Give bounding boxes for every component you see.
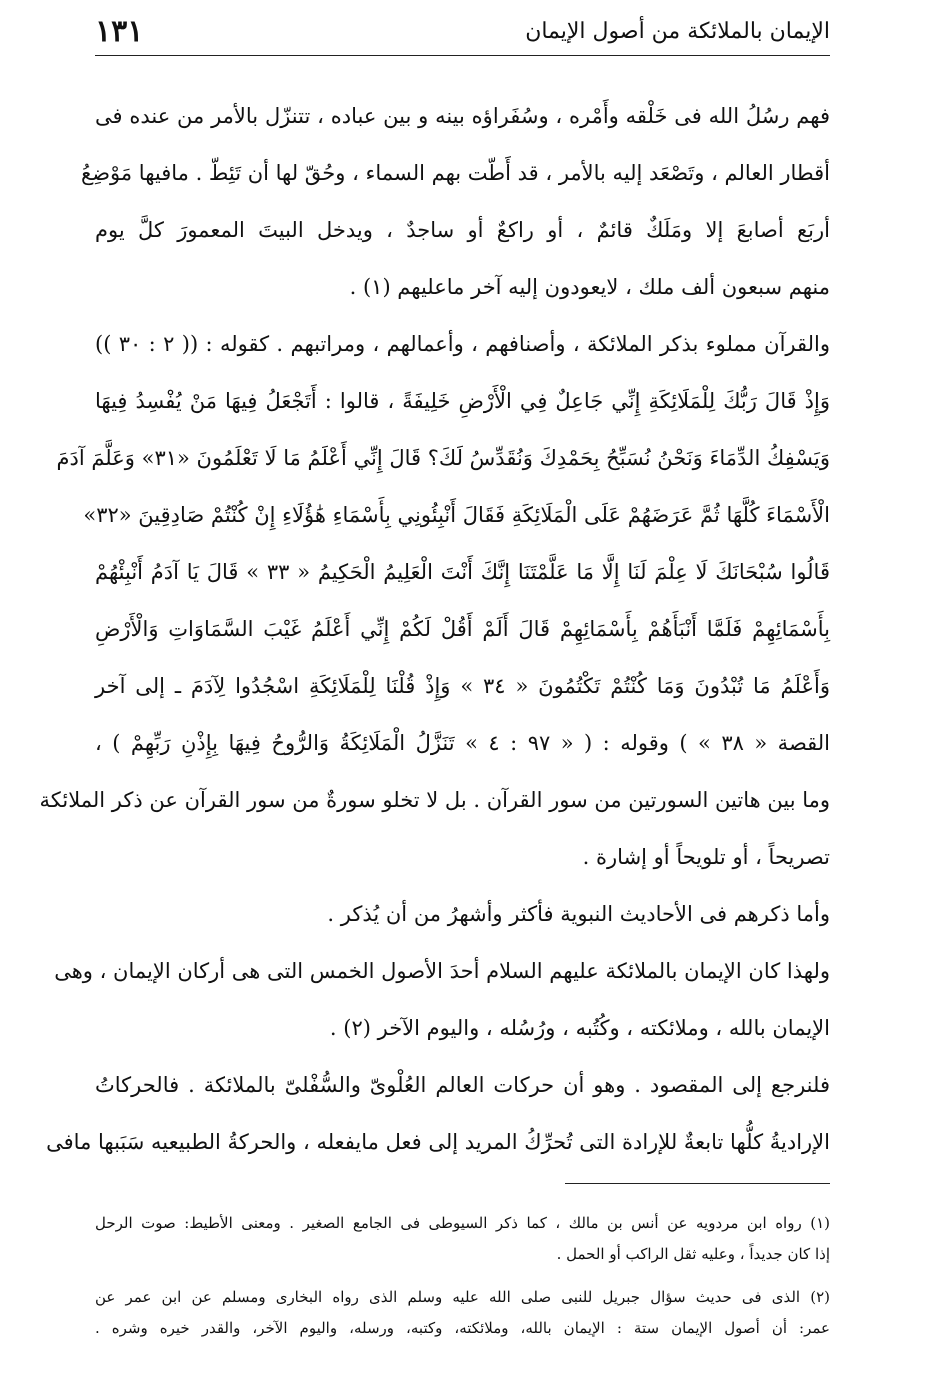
footnote-line: (١) رواه ابن مردويه عن أنس بن مالك ، كما ذكر السيوطى فى الجامع الصغير . ومعنى الأطيط: صوت الرحل bbox=[95, 1214, 830, 1232]
text-line: منهم سبعون ألف ملك ، لايعودون إليه آخر ماعليهم (١) . bbox=[349, 275, 830, 299]
text-line: القصة « ٣٨ » ) وقوله : ( « ٩٧ : ٤ » تَنَزَّلُ الْمَلَائِكَةُ وَالرُّوحُ فِيهَا بِإِذْنِ رَبِّهِمْ ) ، bbox=[95, 731, 831, 755]
text-line: فلنرجع إلى المقصود . وهو أن حركات العالم العُلْوىّ والسُّفْلىّ بالملائكة . فالحركاتُ bbox=[95, 1073, 830, 1097]
quran-line: وَإِذْ قَالَ رَبُّكَ لِلْمَلَائِكَةِ إِنِّي جَاعِلٌ فِي الْأَرْضِ خَلِيفَةً ، قالوا : أَتَجْعَلُ فِيهَا مَنْ يُفْسِدُ فِيهَا bbox=[95, 389, 830, 413]
footnote-rule bbox=[565, 1183, 830, 1184]
quran-line: الْأَسْمَاءَ كُلَّهَا ثُمَّ عَرَضَهُمْ عَلَى الْمَلَائِكَةِ فَقَالَ أَنْبِئُونِي بِأَسْمَاءِ هَٰؤُلَاءِ إِنْ كُنْتُمْ صَادِقِينَ «٣٢» bbox=[83, 503, 830, 527]
page-number: ١٣١ bbox=[95, 13, 144, 49]
body-text bbox=[39, 88, 831, 1171]
running-title: الإيمان بالملائكة من أصول الإيمان bbox=[525, 18, 830, 44]
quran-line: وَيَسْفِكُ الدِّمَاءَ وَنَحْنُ نُسَبِّحُ بِحَمْدِكَ وَنُقَدِّسُ لَكَ؟ قَالَ إِنِّي أَعْلَمُ مَا لَا تَعْلَمُونَ «٣١» وَعَلَّمَ آدَمَ bbox=[56, 446, 830, 470]
page-header bbox=[95, 14, 830, 48]
header-rule bbox=[95, 55, 830, 56]
footnotes bbox=[95, 1208, 830, 1344]
text-line: وأما ذكرهم فى الأحاديث النبوية فأكثر وأشهرُ من أن يُذكر . bbox=[327, 902, 830, 926]
text-line: الإيمان بالله ، وملائكته ، وكُتُبه ، ورُسُله ، واليوم الآخر (٢) . bbox=[329, 1016, 830, 1040]
footnote-line: عمر: أن أصول الإيمان ستة : الإيمان بالله، وملائكته، وكتبه، ورسله، واليوم الآخر، والقدر خيره وشره . bbox=[95, 1319, 830, 1337]
footnote-gap bbox=[95, 1270, 830, 1282]
quran-line: قَالُوا سُبْحَانَكَ لَا عِلْمَ لَنَا إِلَّا مَا عَلَّمْتَنَا إِنَّكَ أَنْتَ الْعَلِيمُ الْحَكِيمُ « ٣٣ » قَالَ يَا آدَمُ أَنْبِئْهُمْ bbox=[95, 560, 830, 584]
text-line: ولهذا كان الإيمان بالملائكة عليهم السلام أحدَ الأصول الخمس التى هى أركان الإيمان ، وهى bbox=[54, 959, 830, 983]
text-line: وما بين هاتين السورتين من سور القرآن . بل لا تخلو سورةٌ من سور القرآن عن ذكر الملائكة bbox=[39, 788, 830, 812]
footnote-line: (٢) الذى فى حديث سؤال جبريل للنبى صلى الله عليه وسلم الذى رواه البخارى ومسلم عن ابن عمر عن bbox=[95, 1288, 830, 1306]
text-line: أربَع أصابعَ إلا ومَلَكٌ قائمٌ ، أو راكعٌ أو ساجدٌ ، ويدخل البيتَ المعمورَ كلَّ يوم bbox=[95, 218, 830, 242]
footnote-line: إذا كان جديداً ، وعليه ثقل الراكب أو الحمل . bbox=[556, 1245, 830, 1263]
quran-line: بِأَسْمَائِهِمْ فَلَمَّا أَنْبَأَهُمْ بِأَسْمَائِهِمْ قَالَ أَلَمْ أَقُلْ لَكُمْ إِنِّي أَعْلَمُ غَيْبَ السَّمَاوَاتِ وَالْأَرْضِ bbox=[95, 617, 830, 641]
text-line: الإراديةُ كلُّها تابعةٌ للإرادة التى تُحرِّكُ المريد إلى فعل مايفعله ، والحركةُ الطبيعيه سَبَبها مافى bbox=[46, 1130, 830, 1154]
text-line: فهم رسُلُ الله فى خَلْقه وأَمْره ، وسُفَراؤه بينه و بين عباده ، تتنزّل بالأمر من عنده فى bbox=[95, 104, 831, 128]
text-line: تصريحاً ، أو تلويحاً أو إشارة . bbox=[582, 845, 830, 869]
text-line: والقرآن مملوء بذكر الملائكة ، وأصنافهم ، وأعمالهم ، ومراتبهم . كقوله : (( ٢ : ٣٠ )) bbox=[95, 332, 831, 356]
quran-line: وَأَعْلَمُ مَا تُبْدُونَ وَمَا كُنْتُمْ تَكْتُمُونَ « ٣٤ » وَإِذْ قُلْنَا لِلْمَلَائِكَةِ اسْجُدُوا لِآدَمَ ـ إلى آخر bbox=[95, 674, 830, 698]
text-line: أقطار العالم ، وتَصْعَد إليه بالأمر ، قد أَطّت بهم السماء ، وحُقّ لها أن تَئِطّ . مافيها مَوْضِعُ bbox=[81, 161, 830, 185]
